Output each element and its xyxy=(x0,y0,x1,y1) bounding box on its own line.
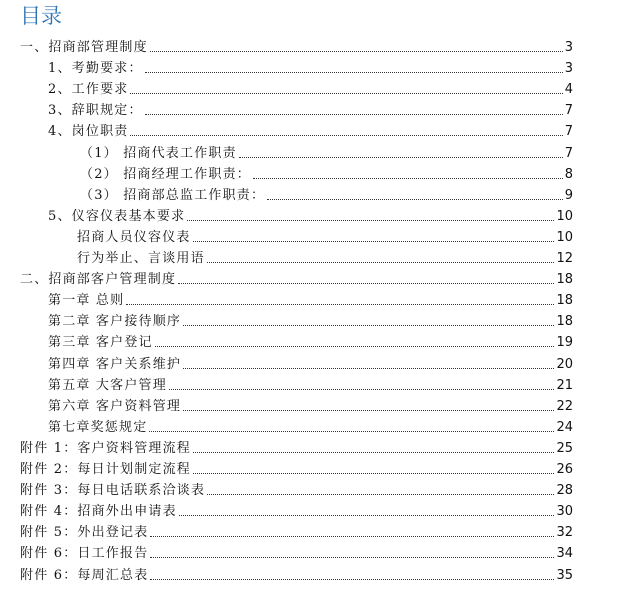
toc-entry-title: 附件 1：客户资料管理流程 xyxy=(20,440,192,456)
toc-entry[interactable] xyxy=(48,415,573,436)
toc-page-number: 8 xyxy=(564,166,573,182)
toc-entry[interactable] xyxy=(80,183,573,204)
dot-leader xyxy=(178,283,554,284)
dot-leader xyxy=(193,452,554,453)
toc-page-number: 7 xyxy=(564,103,573,119)
toc-page-number: 21 xyxy=(556,377,573,393)
toc-page-number: 26 xyxy=(556,462,573,477)
toc-entry-title: 2、工作要求 xyxy=(48,82,129,98)
toc-page-number: 25 xyxy=(556,440,573,456)
dot-leader xyxy=(150,579,554,580)
toc-entry-title: 第一章 总则 xyxy=(48,293,125,309)
toc-page-number: 18 xyxy=(556,293,573,309)
dot-leader xyxy=(239,157,563,158)
toc-entry[interactable] xyxy=(48,77,573,98)
toc-page-number: 30 xyxy=(556,504,573,520)
toc-entry[interactable] xyxy=(80,141,573,162)
toc-entry[interactable] xyxy=(20,499,573,520)
toc-entry-title: 5、仪容仪表基本要求 xyxy=(48,208,186,224)
dot-leader xyxy=(193,241,555,242)
toc-page-number: 9 xyxy=(564,187,573,203)
dot-leader xyxy=(150,557,554,558)
dot-leader xyxy=(169,389,555,390)
toc-entry-title: 一、招商部管理制度 xyxy=(20,40,148,55)
toc-page-number: 19 xyxy=(556,335,573,351)
dot-leader xyxy=(183,410,554,411)
toc-heading: 目录 xyxy=(20,4,62,28)
toc-entry[interactable] xyxy=(48,119,573,140)
dot-leader xyxy=(207,494,554,495)
toc-page-number: 18 xyxy=(556,272,573,288)
toc-entry[interactable] xyxy=(48,288,573,309)
toc-entry-title: （2） 招商经理工作职责： xyxy=(80,166,252,182)
dot-leader xyxy=(130,135,562,136)
toc-entry-title: 附件 5：外出登记表 xyxy=(20,525,149,541)
dot-leader xyxy=(183,325,554,326)
toc-entry-title: 第四章 客户关系维护 xyxy=(48,356,182,372)
dot-leader xyxy=(193,473,554,474)
toc-entry[interactable] xyxy=(77,225,573,246)
toc-entry-title: 附件 6：日工作报告 xyxy=(20,546,149,562)
toc-entry-title: 附件 2：每日计划制定流程 xyxy=(20,462,192,477)
dot-leader xyxy=(126,304,554,305)
toc-entry-title: 第三章 客户登记 xyxy=(48,335,153,351)
toc-entry[interactable] xyxy=(20,457,573,478)
toc-entry[interactable] xyxy=(20,478,573,499)
toc-entry[interactable] xyxy=(20,541,573,562)
toc-page-number: 12 xyxy=(556,251,573,266)
toc-page-number: 18 xyxy=(556,314,573,330)
toc-page-number: 3 xyxy=(564,61,573,77)
toc-page-number: 3 xyxy=(564,40,573,55)
toc-entry-title: （3） 招商部总监工作职责： xyxy=(80,187,266,203)
toc-entry[interactable] xyxy=(48,309,573,330)
toc-entry-title: 附件 6：每周汇总表 xyxy=(20,567,149,583)
toc-entry[interactable] xyxy=(77,246,573,267)
toc-entry[interactable] xyxy=(48,204,573,225)
toc-entry[interactable] xyxy=(20,520,573,541)
toc-page-number: 22 xyxy=(556,398,573,414)
dot-leader xyxy=(130,93,562,94)
toc-entry[interactable] xyxy=(20,35,573,56)
toc-entry-title: 1、考勤要求： xyxy=(48,61,143,77)
toc-entry-title: 第六章 客户资料管理 xyxy=(48,398,182,414)
toc-page-number: 4 xyxy=(564,82,573,98)
toc-entry-title: 附件 4：招商外出申请表 xyxy=(20,504,177,520)
toc-entry[interactable] xyxy=(48,56,573,77)
toc-page-number: 10 xyxy=(556,229,573,245)
toc-entry[interactable] xyxy=(20,436,573,457)
toc-entry[interactable] xyxy=(48,373,573,394)
dot-leader xyxy=(150,536,554,537)
toc-entry-title: 3、辞职规定： xyxy=(48,103,143,119)
toc-page-number: 10 xyxy=(556,208,573,224)
toc-page-number: 24 xyxy=(556,419,573,435)
toc-entry-title: 招商人员仪容仪表 xyxy=(77,229,191,245)
toc-entry-title: 附件 3：每日电话联系洽谈表 xyxy=(20,483,206,499)
dot-leader xyxy=(207,262,555,263)
toc-entry[interactable] xyxy=(80,162,573,183)
toc-entry-title: 第二章 客户接待顺序 xyxy=(48,314,182,330)
toc-page-number: 34 xyxy=(556,546,573,562)
dot-leader xyxy=(253,178,563,179)
toc-entry-title: 行为举止、言谈用语 xyxy=(77,251,205,266)
toc-page-number: 28 xyxy=(556,483,573,499)
toc-entry-title: （1） 招商代表工作职责 xyxy=(80,145,237,161)
toc-entry-title: 4、岗位职责 xyxy=(48,124,129,140)
dot-leader xyxy=(187,220,554,221)
toc-entry-title: 第五章 大客户管理 xyxy=(48,377,167,393)
toc-page-number: 32 xyxy=(556,525,573,541)
toc-page-number: 35 xyxy=(556,567,573,583)
toc-entry[interactable] xyxy=(20,267,573,288)
toc-entry[interactable] xyxy=(48,98,573,119)
dot-leader xyxy=(145,72,563,73)
toc-page-number: 7 xyxy=(564,145,573,161)
dot-leader xyxy=(267,199,563,200)
toc-page-number: 20 xyxy=(556,356,573,372)
toc-page-number: 7 xyxy=(564,124,573,140)
dot-leader xyxy=(145,114,563,115)
toc-entry[interactable] xyxy=(20,563,573,584)
toc-entry[interactable] xyxy=(48,330,573,351)
dot-leader xyxy=(183,368,554,369)
dot-leader xyxy=(150,51,563,52)
dot-leader xyxy=(149,431,554,432)
toc-entry[interactable] xyxy=(48,394,573,415)
dot-leader xyxy=(179,515,555,516)
toc-entry-title: 二、招商部客户管理制度 xyxy=(20,272,177,288)
toc-entry-title: 第七章奖惩规定 xyxy=(48,419,148,435)
dot-leader xyxy=(155,346,555,347)
toc-entry[interactable] xyxy=(48,352,573,373)
